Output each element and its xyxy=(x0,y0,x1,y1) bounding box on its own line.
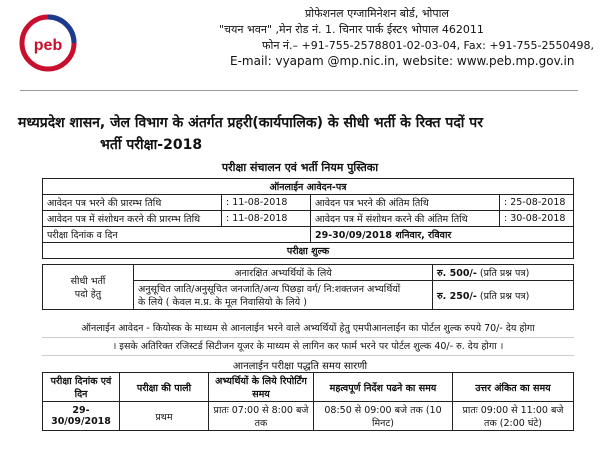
table-row: सीधी भर्ती पदो हेतु अनारक्षित अभ्यर्थियों के लिये रु. 500/- (प्रति प्रश्न पत्र) xyxy=(43,265,574,281)
org-name: प्रोफेशनल एग्जामिनेशन बोर्ड, भोपाल xyxy=(305,7,449,20)
peb-logo xyxy=(18,10,78,80)
online-form-table xyxy=(42,178,574,259)
online-form-heading: ऑनलाईन आवेदन-पत्र xyxy=(43,179,574,195)
page-title: मध्यप्रदेश शासन, जेल विभाग के अंतर्गत प्रहरी(कार्यपालिक) के सीधी भर्ती के रिक्त पदों पर भर्ती परीक्षा-2018 xyxy=(18,115,483,153)
fee-heading: परीक्षा शुल्क xyxy=(43,243,574,259)
table-row: आवेदन पत्र में संशोधन करने की प्रारम्भ तिथि : 11-08-2018 आवेदन पत्र में संशोधन करने की अंतिम तिथि : 30-08-2018 xyxy=(43,211,574,227)
schedule-table xyxy=(42,372,574,431)
fee-table xyxy=(42,264,574,310)
svg-text:peb: peb xyxy=(33,37,63,54)
schedule-heading: आनलाईन परीक्षा पद्धति समय सारणी xyxy=(232,361,368,372)
table-row: आवेदन पत्र भरने की प्रारम्भ तिथि : 11-08-2018 आवेदन पत्र भरने की अंतिम तिथि : 25-08-2018 xyxy=(43,195,574,211)
header-divider xyxy=(20,90,578,91)
org-phone: फोन नं.– +91-755-2578801-02-03-04, Fax: +91-755-2550498, xyxy=(262,39,594,52)
org-address: "चयन भवन" ,मेन रोड नं. 1. चिनार पार्क ईस्ट९ भोपाल 462011 xyxy=(219,23,484,36)
portal-fee-notes: ऑनलाईन आवेदन - कियोस्क के माध्यम से आनलाईन भरने वाले अभ्यर्थियों हेतु एमपीआनलाईन का पोर्टल शुल्क रुपये 70/- देय होगा । इसके अतिरिक्त रजिस्टर्ड सिटीजन यूजर के माध्यम से लागिन कर फार्म भरने पर पोर्टल शुल्क 40/- रु. देय होगा । xyxy=(42,320,574,356)
subtitle: परीक्षा संचालन एवं भर्ती नियम पुस्तिका xyxy=(221,161,379,174)
table-row: अनुसूचित जाति/अनुसूचित जनजाति/अन्य पिछड़ा वर्ग/ नि:शक्तजन अभ्यर्थियों के लिये ( केवल म.प्र. के मूल निवासियो के लिये ) रु. 250/- (प्रति प्रश्न पत्र) xyxy=(43,281,574,310)
table-header-row: परीक्षा दिनांक एवं दिन परीक्षा की पाली अभ्यर्थियों के लिये रिपोर्टिंग समय महत्वपूर्ण निर्देश पढने का समय उत्तर अंकित का समय xyxy=(43,373,574,402)
org-contact: E-mail: vyapam @mp.nic.in, website: www.peb.mp.gov.in xyxy=(230,54,575,68)
table-row: 29-30/09/2018 प्रथम प्रातः 07:00 से 8:00 बजे तक 08:50 से 09:00 बजे तक (10 मिनट) प्रातः 09:00 से 11:00 बजे तक (2:00 घंटे) xyxy=(43,402,574,431)
table-row: परीक्षा दिनांक व दिन 29-30/09/2018 शनिवार, रविवार xyxy=(43,227,574,243)
